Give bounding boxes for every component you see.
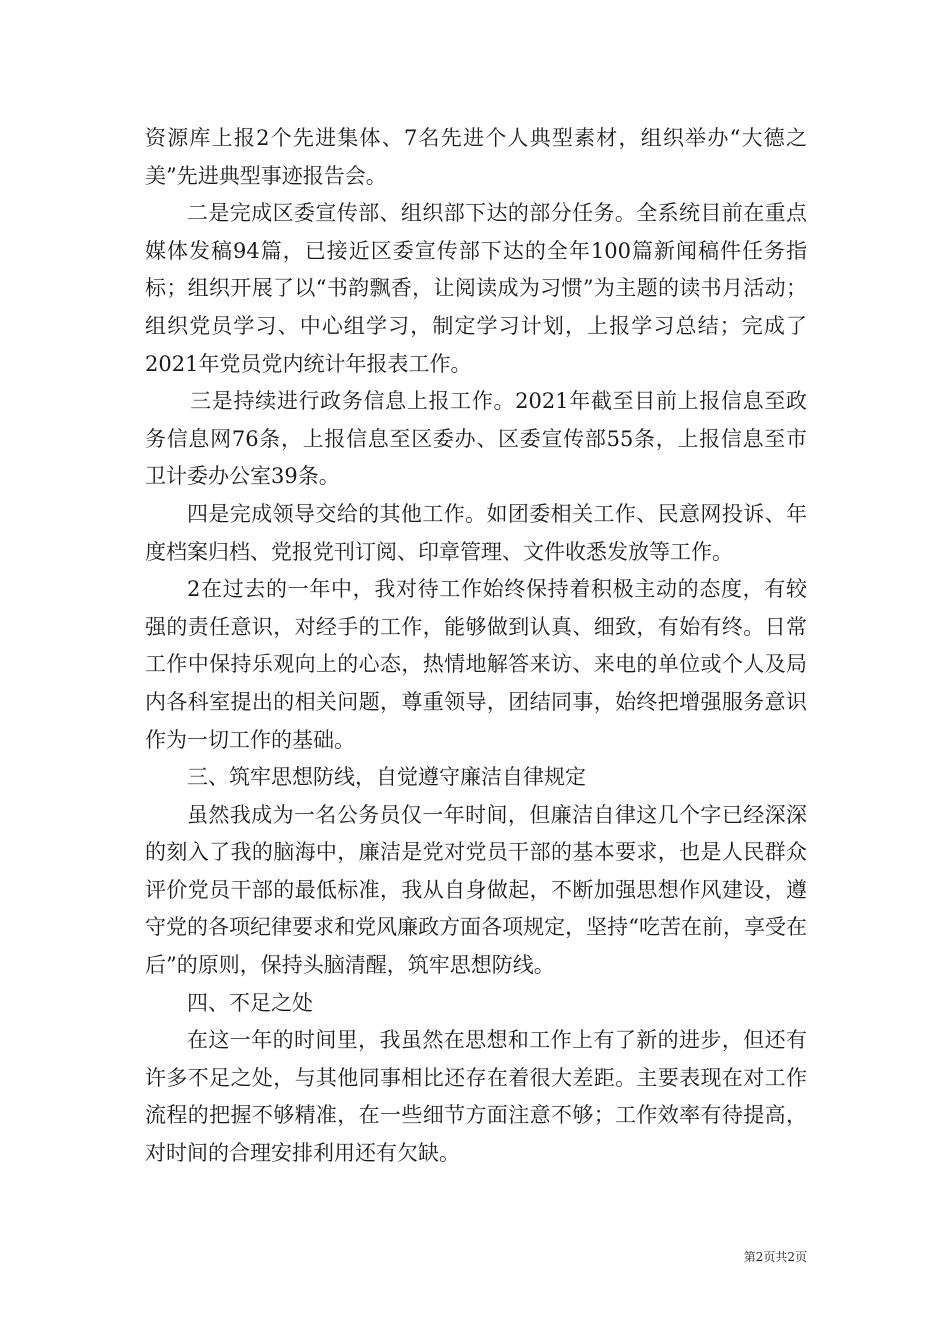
section-heading-shortcomings: 四、不足之处 [187, 990, 313, 1015]
page-number-footer: 第2页共2页 [743, 1250, 807, 1264]
paragraph-other-work: 四是完成领导交给的其他工作。如团委相关工作、民意网投诉、年度档案归档、党报党刊订阅、印章管理、文件收悉发放等工作。 [145, 501, 807, 564]
paragraph-integrity: 虽然我成为一名公务员仅一年时间，但廉洁自律这几个字已经深深的刻入了我的脑海中，廉洁是党对党员干部的基本要求，也是人民群众评价党员干部的最低标准，我从自身做起，不断加强思想作风建设，遵守党的各项纪律要求和党风廉政方面各项规定，坚持“吃苦在前，享受在后”的原则，保持头脑清醒，筑牢思想防线。 [145, 802, 807, 978]
paragraph-task-completion: 二是完成区委宣传部、组织部下达的部分任务。全系统目前在重点媒体发稿94篇，已接近区委宣传部下达的全年100篇新闻稿件任务指标；组织开展了以“书韵飘香，让阅读成为习惯”为主题的读书月活动；组织党员学习、中心组学习，制定学习计划，上报学习总结；完成了2021年党员党内统计年报表工作。 [145, 201, 807, 376]
paragraph-continuation: 资源库上报2个先进集体、7名先进个人典型素材，组织举办“大德之美”先进典型事迹报告会。 [145, 126, 807, 188]
paragraph-info-reporting: 三是持续进行政务信息上报工作。2021年截至目前上报信息至政务信息网76条，上报信息至区委办、区委宣传部55条，上报信息至市卫计委办公室39条。 [145, 389, 807, 489]
paragraph-shortcomings: 在这一年的时间里，我虽然在思想和工作上有了新的进步，但还有许多不足之处，与其他同事相比还存在着很大差距。主要表现在对工作流程的把握不够精准，在一些细节方面注意不够；工作效率有待提高，对时间的合理安排利用还有欠缺。 [145, 1028, 807, 1166]
document-body [145, 120, 807, 1173]
section-heading-integrity: 三、筑牢思想防线，自觉遵守廉洁自律规定 [187, 765, 586, 790]
paragraph-work-attitude: 2在过去的一年中，我对待工作始终保持着积极主动的态度，有较强的责任意识，对经手的工作，能够做到认真、细致，有始有终。日常工作中保持乐观向上的心态，热情地解答来访、来电的单位或个人及局内各科室提出的相关问题，尊重领导，团结同事，始终把增强服务意识作为一切工作的基础。 [145, 577, 807, 752]
